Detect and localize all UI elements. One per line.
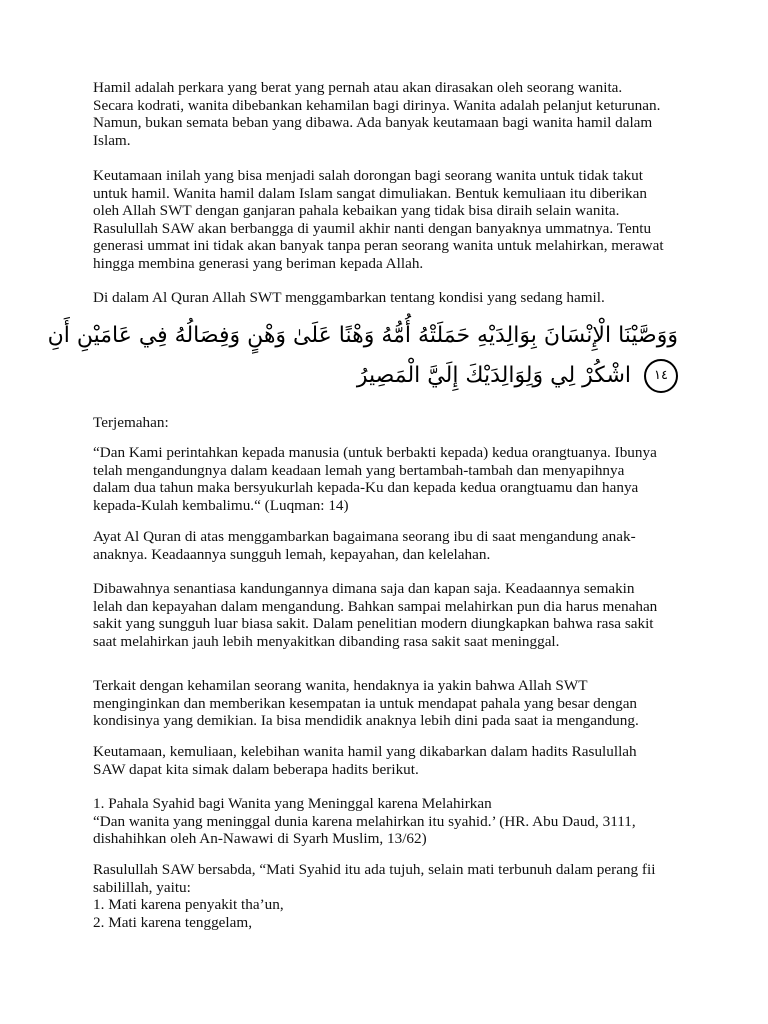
- paragraph-intro: [93, 79, 683, 149]
- paragraph-point-1: [93, 795, 683, 848]
- paragraph-translation: [93, 444, 683, 514]
- text-line: “Dan wanita yang meninggal dunia karena melahirkan itu syahid.’ (HR. Abu Daud, 3111,: [93, 812, 636, 830]
- paragraph-kandungan: [93, 580, 683, 650]
- paragraph-ayat-explanation: [93, 528, 683, 563]
- arabic-line-2-text: اشْكُرْ لِي وَلِوَالِدَيْكَ إِلَيَّ الْمَصِيرُ: [356, 363, 631, 388]
- text-line: dalam dua tahun maka bersyukurlah kepada-Ku dan kepada kedua orangtuamu dan hanya: [93, 479, 639, 497]
- text-line: telah mengandungnya dalam keadaan lemah yang bertambah-tambah dan menyapihnya: [93, 461, 625, 479]
- text-line: 1. Mati karena penyakit tha’un,: [93, 896, 284, 914]
- text-line: Terjemahan:: [93, 414, 169, 431]
- text-line: sabilillah, yaitu:: [93, 878, 191, 896]
- ayah-number-icon: ١٤: [644, 359, 678, 393]
- text-line: Rasulullah SAW akan berbangga di yaumil akhir nanti dengan banyaknya ummatnya. Tentu: [93, 219, 652, 237]
- paragraph-keutamaan: [93, 167, 683, 273]
- paragraph-hadits-intro: [93, 743, 683, 778]
- text-line: generasi ummat ini tidak akan banyak tanpa peran seorang wanita untuk melahirkan, merawat: [93, 237, 664, 255]
- text-line: SAW dapat kita simak dalam beberapa hadits berikut.: [93, 760, 419, 778]
- text-line: lelah dan kepayahan dalam mengandung. Bahkan sampai melahirkan pun dia harus menahan: [93, 597, 658, 615]
- text-line: Islam.: [93, 131, 131, 149]
- text-line: Namun, bukan semata beban yang dibawa. Ada banyak keutamaan bagi wanita hamil dalam: [93, 114, 653, 132]
- text-line: sakit yang sungguh luar biasa sakit. Dalam penelitian modern diungkapkan bahwa rasa sakit: [93, 615, 654, 633]
- text-line: Dibawahnya senantiasa kandungannya dimana saja dan kapan saja. Keadaannya semakin: [93, 580, 635, 597]
- paragraph-mati-syahid: [93, 861, 683, 931]
- text-line: Di dalam Al Quran Allah SWT menggambarkan tentang kondisi yang sedang hamil.: [93, 289, 605, 306]
- paragraph-quran-intro: [93, 289, 683, 307]
- text-line: Rasulullah SAW bersabda, “Mati Syahid itu ada tujuh, selain mati terbunuh dalam perang fii: [93, 861, 656, 878]
- text-line: “Dan Kami perintahkan kepada manusia (untuk berbakti kepada) kedua orangtuanya. Ibunya: [93, 444, 657, 461]
- text-line: dishahihkan oleh An-Nawawi di Syarh Muslim, 13/62): [93, 830, 427, 848]
- text-line: untuk hamil. Wanita hamil dalam Islam sangat dimuliakan. Bentuk kemuliaan itu diberikan: [93, 184, 647, 202]
- paragraph-terkait: [93, 677, 683, 730]
- text-line: Keutamaan, kemuliaan, kelebihan wanita hamil yang dikabarkan dalam hadits Rasulullah: [93, 743, 637, 760]
- text-line: saat melahirkan jauh lebih menyakitkan dibanding rasa sakit saat meninggal.: [93, 632, 560, 650]
- arabic-line-2: [93, 356, 678, 396]
- text-line: oleh Allah SWT dengan ganjaran pahala kebaikan yang tidak bisa diraih selain wanita.: [93, 202, 620, 220]
- text-line: Keutamaan inilah yang bisa menjadi salah dorongan bagi seorang wanita untuk tidak takut: [93, 167, 643, 184]
- text-line: Terkait dengan kehamilan seorang wanita, hendaknya ia yakin bahwa Allah SWT: [93, 677, 588, 694]
- text-line: 1. Pahala Syahid bagi Wanita yang Meninggal karena Melahirkan: [93, 795, 492, 812]
- arabic-line-1: وَوَصَّيْنَا الْإِنْسَانَ بِوَالِدَيْهِ حَمَلَتْهُ أُمُّهُ وَهْنًا عَلَىٰ وَهْنٍ وَفِصَالُهُ فِي عَامَيْنِ أَنِ: [47, 323, 678, 348]
- text-line: Hamil adalah perkara yang berat yang pernah atau akan dirasakan oleh seorang wanita.: [93, 79, 623, 96]
- text-line: menginginkan dan memberikan kesempatan ia untuk mendapat pahala yang besar dengan: [93, 694, 638, 712]
- text-line: anaknya. Keadaannya sungguh lemah, kepayahan, dan kelelahan.: [93, 545, 491, 563]
- text-line: hingga membina generasi yang beriman kepada Allah.: [93, 254, 424, 272]
- quran-verse-arabic: [47, 316, 678, 406]
- heading-terjemahan: [93, 414, 683, 432]
- text-line: kepada-Kulah kembalimu.“ (Luqman: 14): [93, 496, 349, 514]
- text-line: 2. Mati karena tenggelam,: [93, 913, 252, 931]
- text-line: Ayat Al Quran di atas menggambarkan bagaimana seorang ibu di saat mengandung anak-: [93, 528, 636, 545]
- text-line: kondisinya yang demikian. Ia bisa mendidik anaknya lebih dini pada saat ia mengandung.: [93, 712, 639, 730]
- text-line: Secara kodrati, wanita dibebankan kehamilan bagi dirinya. Wanita adalah pelanjut keturunan.: [93, 96, 661, 114]
